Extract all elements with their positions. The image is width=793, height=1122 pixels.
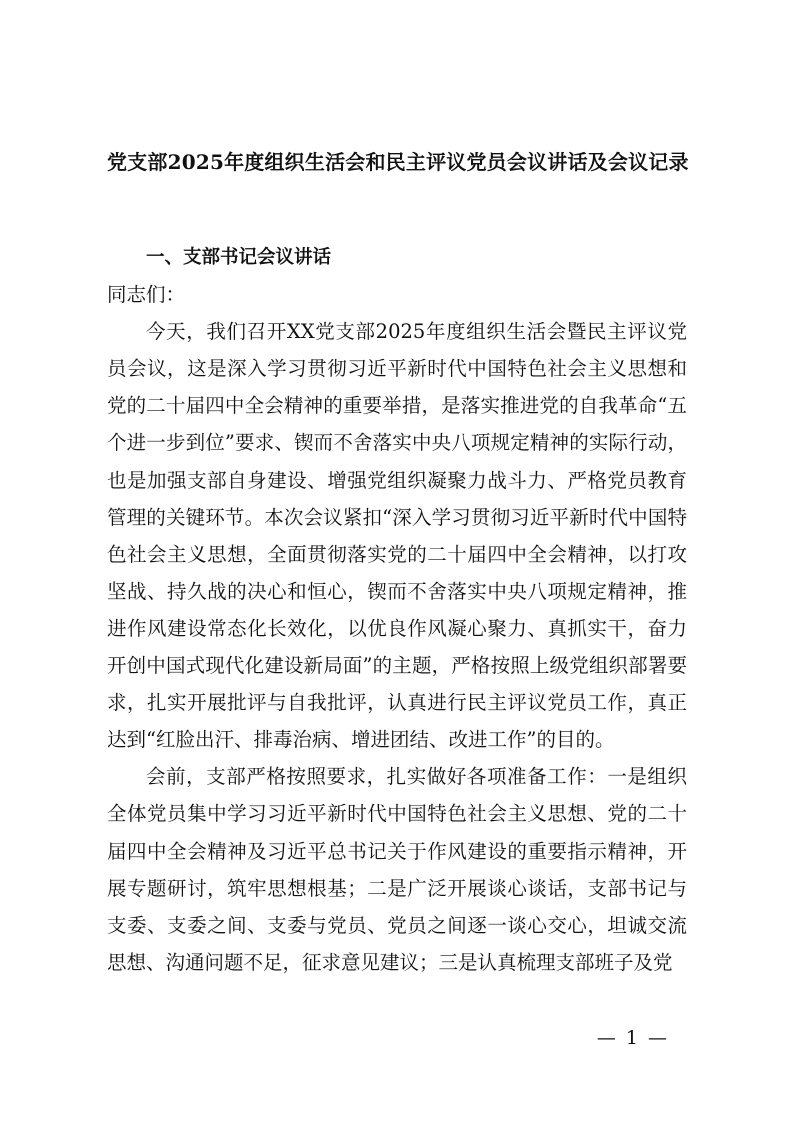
paragraph-opening: 今天，我们召开XX党支部2025年度组织生活会暨民主评议党员会议，这是深入学习贯彻习近平新时代中国特色社会主义思想和党的二十届四中全会精神的重要举措，是落实推进党的自我革命“五个进一步到位”要求、锲而不舍落实中央八项规定精神的实际行动，也是加强支部自身建设、增强党组织凝聚力战斗力、严格党员教育管理的关键环节。本次会议紧扣“深入学习贯彻习近平新时代中国特色社会主义思想，全面贯彻落实党的二十届四中全会精神，以打攻坚战、持久战的决心和恒心，锲而不舍落实中央八项规定精神，推进作风建设常态化长效化，以优良作风凝心聚力、真抓实干，奋力开创中国式现代化建设新局面”的主题，严格按照上级党组织部署要求，扎实开展批评与自我批评，认真进行民主评议党员工作，真正达到“红脸出汗、排毒治病、增进团结、改进工作”的目的。 — [107, 320, 687, 752]
page-number: — 1 — — [596, 1027, 669, 1049]
section-heading: 一、支部书记会议讲话 — [146, 247, 332, 268]
document-body — [107, 239, 687, 981]
document-title: 党支部2025年度组织生活会和民主评议党员会议讲话及会议记录 — [107, 150, 689, 174]
salutation: 同志们： — [107, 283, 186, 307]
paragraph-preparation: 会前，支部严格按照要求，扎实做好各项准备工作：一是组织全体党员集中学习习近平新时代中国特色社会主义思想、党的二十届四中全会精神及习近平总书记关于作风建设的重要指示精神，开展专题研讨，筑牢思想根基；二是广泛开展谈心谈话，支部书记与支委、支委之间、支委与党员、党员之间逐一谈心交心，坦诚交流思想、沟通问题不足，征求意见建议；三是认真梳理支部班子及党 — [107, 765, 687, 974]
